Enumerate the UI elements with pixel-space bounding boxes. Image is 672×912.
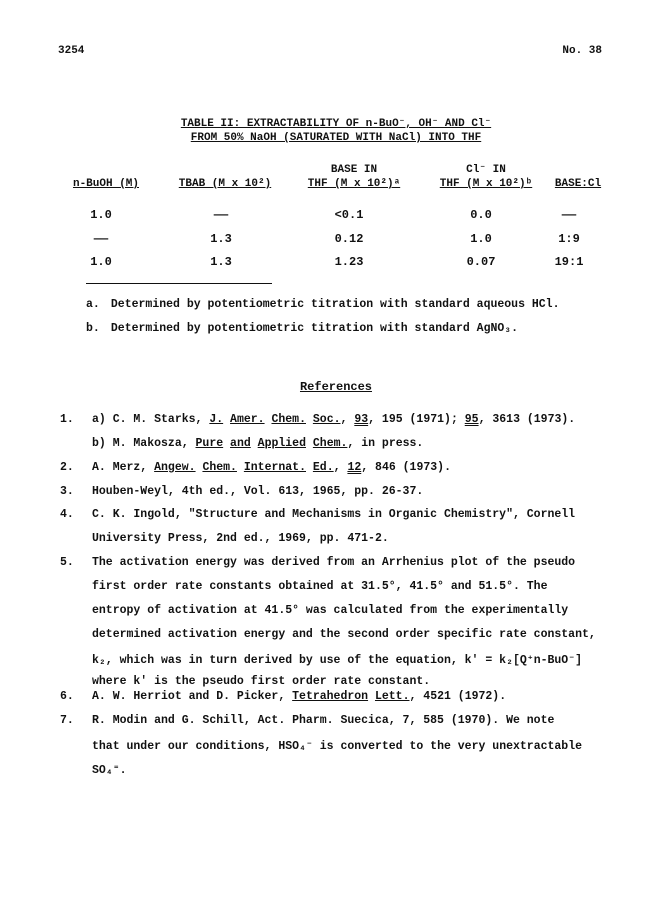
column-header-base-in-thf: BASE IN THF (M x 10²)ᵃ [307,164,401,190]
column-header-tbab: TBAB (M x 10²) [178,178,272,190]
footnote-divider [86,283,272,284]
table-cell: —— [561,208,577,222]
table-cell: —— [213,208,229,222]
table-title-line1: TABLE II: EXTRACTABILITY OF n-BuO⁻, OH⁻ AND Cl⁻ [180,118,492,130]
table-cell: —— [93,232,109,246]
table-cell: 1.0 [90,255,112,269]
table-cell: <0.1 [334,208,364,222]
table-title-line2: FROM 50% NaOH (SATURATED WITH NaCl) INTO THF [190,132,482,144]
footnote-b: b. Determined by potentiometric titration with standard AgNO₃. [86,322,519,335]
table-cell: 1:9 [558,232,580,246]
table-cell: 1.3 [210,232,232,246]
issue-number: No. 38 [562,45,602,57]
table-cell: 19:1 [554,255,584,269]
table-cell: 0.0 [470,208,492,222]
column-header-cl-in-thf: Cl⁻ IN THF (M x 10²)ᵇ [439,164,533,190]
table-cell: 1.0 [90,208,112,222]
page-number: 3254 [58,45,85,57]
table-cell: 1.0 [470,232,492,246]
column-header-base-cl: BASE:Cl [554,178,602,190]
references-heading: References [299,380,372,394]
table-cell: 1.23 [334,255,364,269]
table-cell: 0.12 [334,232,364,246]
column-header-nbuoh: n-BuOH (M) [72,178,139,190]
table-cell: 0.07 [466,255,496,269]
footnote-a: a. Determined by potentiometric titration with standard aqueous HCl. [86,298,560,311]
table-title [0,117,672,145]
table-cell: 1.3 [210,255,232,269]
